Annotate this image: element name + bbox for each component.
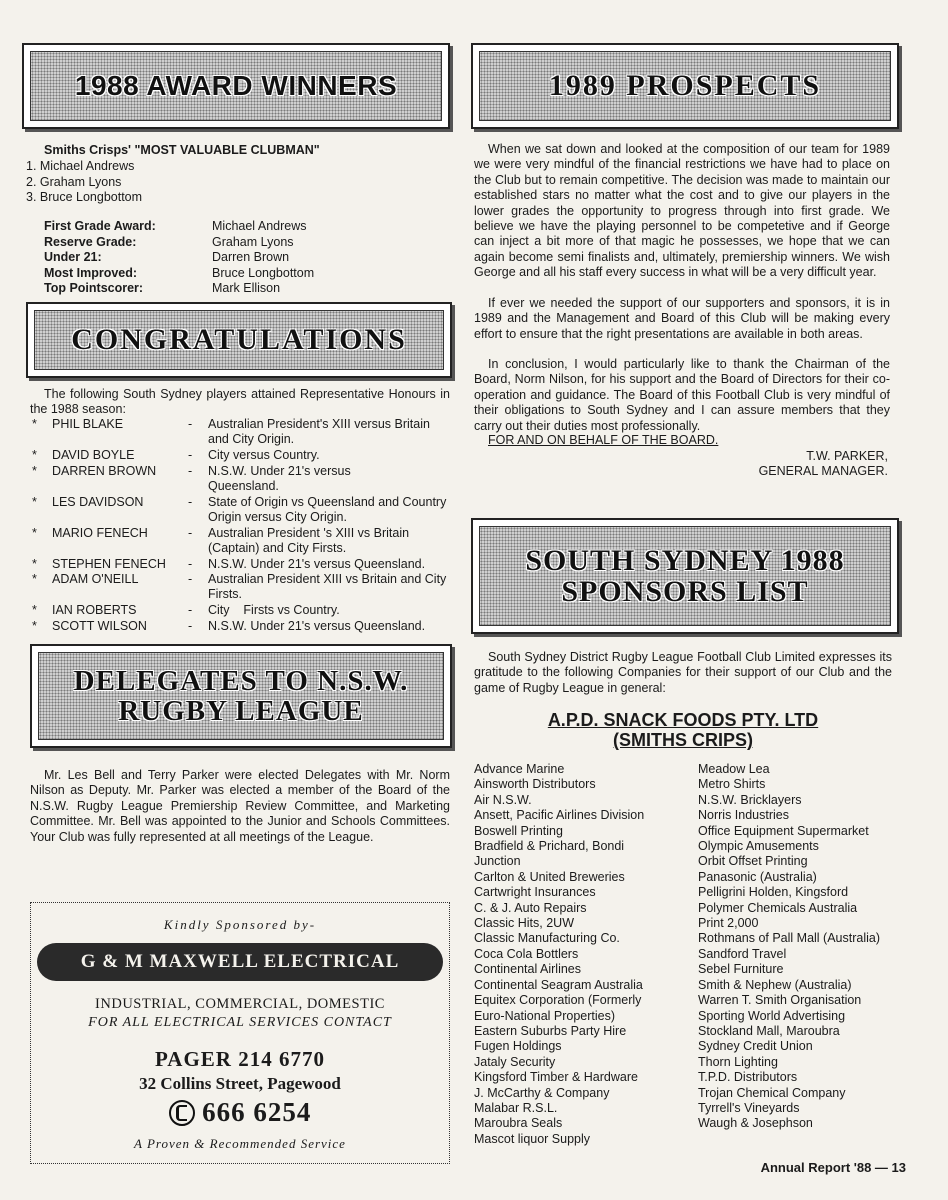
sponsor-item: Waugh & Josephson <box>698 1116 813 1131</box>
rep-honour: City Firsts vs Country. <box>208 603 340 617</box>
sponsor-item: N.S.W. Bricklayers <box>698 792 802 807</box>
ad-services-line: INDUSTRIAL, COMMERCIAL, DOMESTIC <box>95 996 385 1012</box>
award-label: First Grade Award: <box>44 219 156 233</box>
sponsor-item: Olympic Amusements <box>698 839 819 854</box>
rep-honour: N.S.W. Under 21's versus Queensland. <box>208 464 351 494</box>
sponsor-item: Mascot liquor Supply <box>474 1131 591 1146</box>
sponsors-heading-line1: SOUTH SYDNEY 1988 <box>525 543 845 577</box>
sponsors-intro: South Sydney District Rugby League Football Club Limited expresses its gratitude to the following Companies for their support of our Club and the game of Rugby League in general: <box>474 650 892 695</box>
ad-pager: PAGER 214 6770 <box>155 1047 325 1071</box>
page-footer: Annual Report '88 — 13 <box>760 1160 906 1175</box>
rep-honour: N.S.W. Under 21's versus Queensland. <box>208 557 426 571</box>
sponsor-item: Classic Manufacturing Co. <box>474 931 620 946</box>
sponsor-item: Print 2,000 <box>698 916 759 931</box>
rep-player: LES DAVIDSON <box>52 495 144 509</box>
sponsor-item: Sebel Furniture <box>698 962 784 977</box>
sponsor-item: Polymer Chemicals Australia <box>698 900 858 915</box>
award-label: Most Improved: <box>44 265 138 280</box>
sponsor-item: Panasonic (Australia) <box>698 869 817 884</box>
sponsor-item: Coca Cola Bottlers <box>474 946 579 961</box>
ad-company-name: G & M MAXWELL ELECTRICAL <box>80 951 400 972</box>
sponsors-heading <box>525 545 844 608</box>
mvp-item: 1. Michael Andrews <box>26 159 135 173</box>
ad-name-pill <box>37 943 443 981</box>
sponsor-item: Rothmans of Pall Mall (Australia) <box>698 931 881 946</box>
sponsor-item: Sporting World Advertising <box>698 1008 846 1023</box>
sponsor-item: Cartwright Insurances <box>474 885 596 900</box>
award-row <box>44 219 314 235</box>
sponsor-item: Bradfield & Prichard, Bondi <box>474 839 625 854</box>
signer-name: T.W. PARKER, <box>806 449 888 463</box>
sponsor-item: Pelligrini Holden, Kingsford <box>698 885 849 900</box>
rep-honour: Australian President 's XIII vs Britain (Captain) and City Firsts. <box>208 526 410 556</box>
award-name: Mark Ellison <box>212 281 281 296</box>
sponsor-item: Maroubra Seals <box>474 1116 563 1131</box>
sponsor-item: T.P.D. Distributors <box>698 1070 798 1085</box>
ad-kindly-sponsored: Kindly Sponsored by- <box>163 917 317 932</box>
award-label: Reserve Grade: <box>44 234 137 249</box>
rep-player: PHIL BLAKE <box>52 417 124 431</box>
phone-icon <box>169 1100 195 1126</box>
delegates-heading-line1: DELEGATES TO N.S.W. <box>73 664 409 697</box>
mvp-item: 3. Bruce Longbottom <box>26 190 143 204</box>
award-label: Top Pointscorer: <box>44 281 144 296</box>
main-sponsor-name: A.P.D. SNACK FOODS PTY. LTD <box>547 710 819 730</box>
sponsors-left-column <box>474 762 694 1147</box>
sponsor-item: Air N.S.W. <box>474 792 532 807</box>
sponsor-item: Sandford Travel <box>698 946 787 961</box>
rep-player: DAVID BOYLE <box>52 448 135 462</box>
congrats-intro: The following South Sydney players attained Representative Honours in the 1988 season: <box>30 387 450 417</box>
prospects-banner <box>471 43 899 129</box>
sponsor-item: Continental Airlines <box>474 962 582 977</box>
award-row <box>44 235 314 251</box>
rep-player: DARREN BROWN <box>52 464 157 478</box>
delegates-text: Mr. Les Bell and Terry Parker were elected Delegates with Mr. Norm Nilson as Deputy. Mr. Parker was elected a member of the Board of the N.S.W. Rugby League Premiership Review Committee, and Marketing Committee. Mr. Bell was appointed to the Junior and Schools Committees. Your Club was fully represented at all meetings of the League. <box>30 768 450 844</box>
sponsor-item: Smith & Nephew (Australia) <box>698 977 852 992</box>
sponsor-item: Jataly Security <box>474 1054 556 1069</box>
prospects-para1: When we sat down and looked at the composition of our team for 1989 we were very mindful of the financial restrictions we have had to place on the Club but to remain competitive. The decision was made to maintain our established stars no matter what the cost and to give our players in the lower grades the opportunity to progress through into first grade. We believe we have the playing personnel to be competetive and if George can inject a bit more of that magic he possesses, we hope that we can again become semi finalists and, ultimately, premiership winners. We wish George and all his staff every success in what will be a very difficult year. <box>474 142 890 280</box>
board-signoff: FOR AND ON BEHALF OF THE BOARD. <box>488 433 719 447</box>
rep-honour: N.S.W. Under 21's versus Queensland. <box>208 619 426 633</box>
congratulations-heading: CONGRATULATIONS <box>71 323 407 357</box>
mvp-item: 2. Graham Lyons <box>26 174 122 189</box>
prospects-para3: In conclusion, I would particularly like to thank the Chairman of the Board, Norm Nilson, for his support and the Board of Directors for their co-operation and guidance. The Board of this Football Club is very mindful of their obligations to South Sydney and I can assure members that they carry out their duties most professionally. <box>474 357 890 433</box>
delegates-heading-line2: RUGBY LEAGUE <box>118 695 364 727</box>
sponsor-item: Fugen Holdings <box>474 1039 562 1054</box>
award-name: Darren Brown <box>212 250 290 265</box>
rep-honour: Australian President XIII vs Britain and City Firsts. <box>208 572 447 602</box>
sponsor-item: Trojan Chemical Company <box>698 1085 846 1100</box>
mvp-title: Smiths Crisps' "MOST VALUABLE CLUBMAN" <box>44 143 320 157</box>
prospects-para2: If ever we needed the support of our supporters and sponsors, it is in 1989 and the Management and Board of this Club will be making every effort to ensure that the right presentations are available in both areas. <box>474 296 890 341</box>
ad-phone-row <box>31 1097 449 1128</box>
award-name: Michael Andrews <box>212 219 307 233</box>
award-row <box>44 281 314 297</box>
rep-honour: Australian President's XIII versus Britain and City Origin. <box>208 417 430 447</box>
sponsor-item: Classic Hits, 2UW <box>474 916 575 931</box>
rep-player: IAN ROBERTS <box>52 603 137 617</box>
mvp-list <box>26 159 142 206</box>
sponsor-item: Sydney Credit Union <box>698 1039 813 1054</box>
award-row <box>44 250 314 266</box>
award-winners-heading: 1988 AWARD WINNERS <box>74 70 398 102</box>
sponsor-item: Continental Seagram Australia <box>474 977 643 992</box>
sponsors-right-column <box>698 762 898 1132</box>
rep-player: MARIO FENECH <box>52 526 148 540</box>
prospects-heading: 1989 PROSPECTS <box>548 69 822 103</box>
ad-phone: 666 6254 <box>202 1097 312 1127</box>
sponsor-item: J. McCarthy & Company <box>474 1085 610 1100</box>
congratulations-banner <box>26 302 452 378</box>
award-row <box>44 266 314 282</box>
sponsor-item: Advance Marine <box>474 762 565 776</box>
sponsor-item: Orbit Offset Printing <box>698 854 808 869</box>
award-winners-banner <box>22 43 450 129</box>
delegates-banner <box>30 644 452 748</box>
sponsor-item: Kingsford Timber & Hardware <box>474 1070 638 1085</box>
rep-player: ADAM O'NEILL <box>52 572 139 586</box>
award-list <box>44 219 314 297</box>
main-sponsor-brand: (SMITHS CRIPS) <box>612 730 753 750</box>
sponsor-item: Meadow Lea <box>698 762 770 776</box>
sponsors-banner <box>471 518 899 634</box>
main-sponsor <box>474 710 892 750</box>
sponsor-item: Ansett, Pacific Airlines Division <box>474 808 645 823</box>
sponsor-item: Junction <box>474 854 521 869</box>
sponsor-item: Malabar R.S.L. <box>474 1100 558 1115</box>
rep-honour: State of Origin vs Queensland and Country Origin versus City Origin. <box>208 495 447 525</box>
sponsor-item: Stockland Mall, Maroubra <box>698 1023 840 1038</box>
sponsor-item: Eastern Suburbs Party Hire <box>474 1023 627 1038</box>
sponsor-item: Thorn Lighting <box>698 1054 778 1069</box>
sponsor-item: Ainsworth Distributors <box>474 777 596 792</box>
sponsor-item: C. & J. Auto Repairs <box>474 900 587 915</box>
sponsors-heading-line2: SPONSORS LIST <box>561 575 809 608</box>
rep-player: STEPHEN FENECH <box>52 557 166 571</box>
ad-address: 32 Collins Street, Pagewood <box>139 1074 341 1093</box>
rep-honour: City versus Country. <box>208 448 320 462</box>
sponsor-item: Equitex Corporation (Formerly <box>474 993 642 1008</box>
rep-player: SCOTT WILSON <box>52 619 147 633</box>
sponsor-item: Office Equipment Supermarket <box>698 823 869 838</box>
sponsor-item: Tyrrell's Vineyards <box>698 1100 800 1115</box>
sponsor-item: Norris Industries <box>698 808 789 823</box>
award-label: Under 21: <box>44 250 102 265</box>
sponsor-item: Boswell Printing <box>474 823 563 838</box>
award-name: Bruce Longbottom <box>212 265 315 280</box>
sponsor-item: Warren T. Smith Organisation <box>698 993 862 1008</box>
signer-title: GENERAL MANAGER. <box>758 464 888 478</box>
delegates-heading <box>74 666 409 727</box>
ad-contact-line: FOR ALL ELECTRICAL SERVICES CONTACT <box>88 1015 392 1030</box>
sponsor-item: Carlton & United Breweries <box>474 869 625 884</box>
sponsor-item: Euro-National Properties) <box>474 1008 616 1023</box>
maxwell-electrical-ad <box>30 902 450 1164</box>
ad-tagline: A Proven & Recommended Service <box>134 1136 346 1151</box>
sponsor-item: Metro Shirts <box>698 777 766 792</box>
award-name: Graham Lyons <box>212 234 294 249</box>
